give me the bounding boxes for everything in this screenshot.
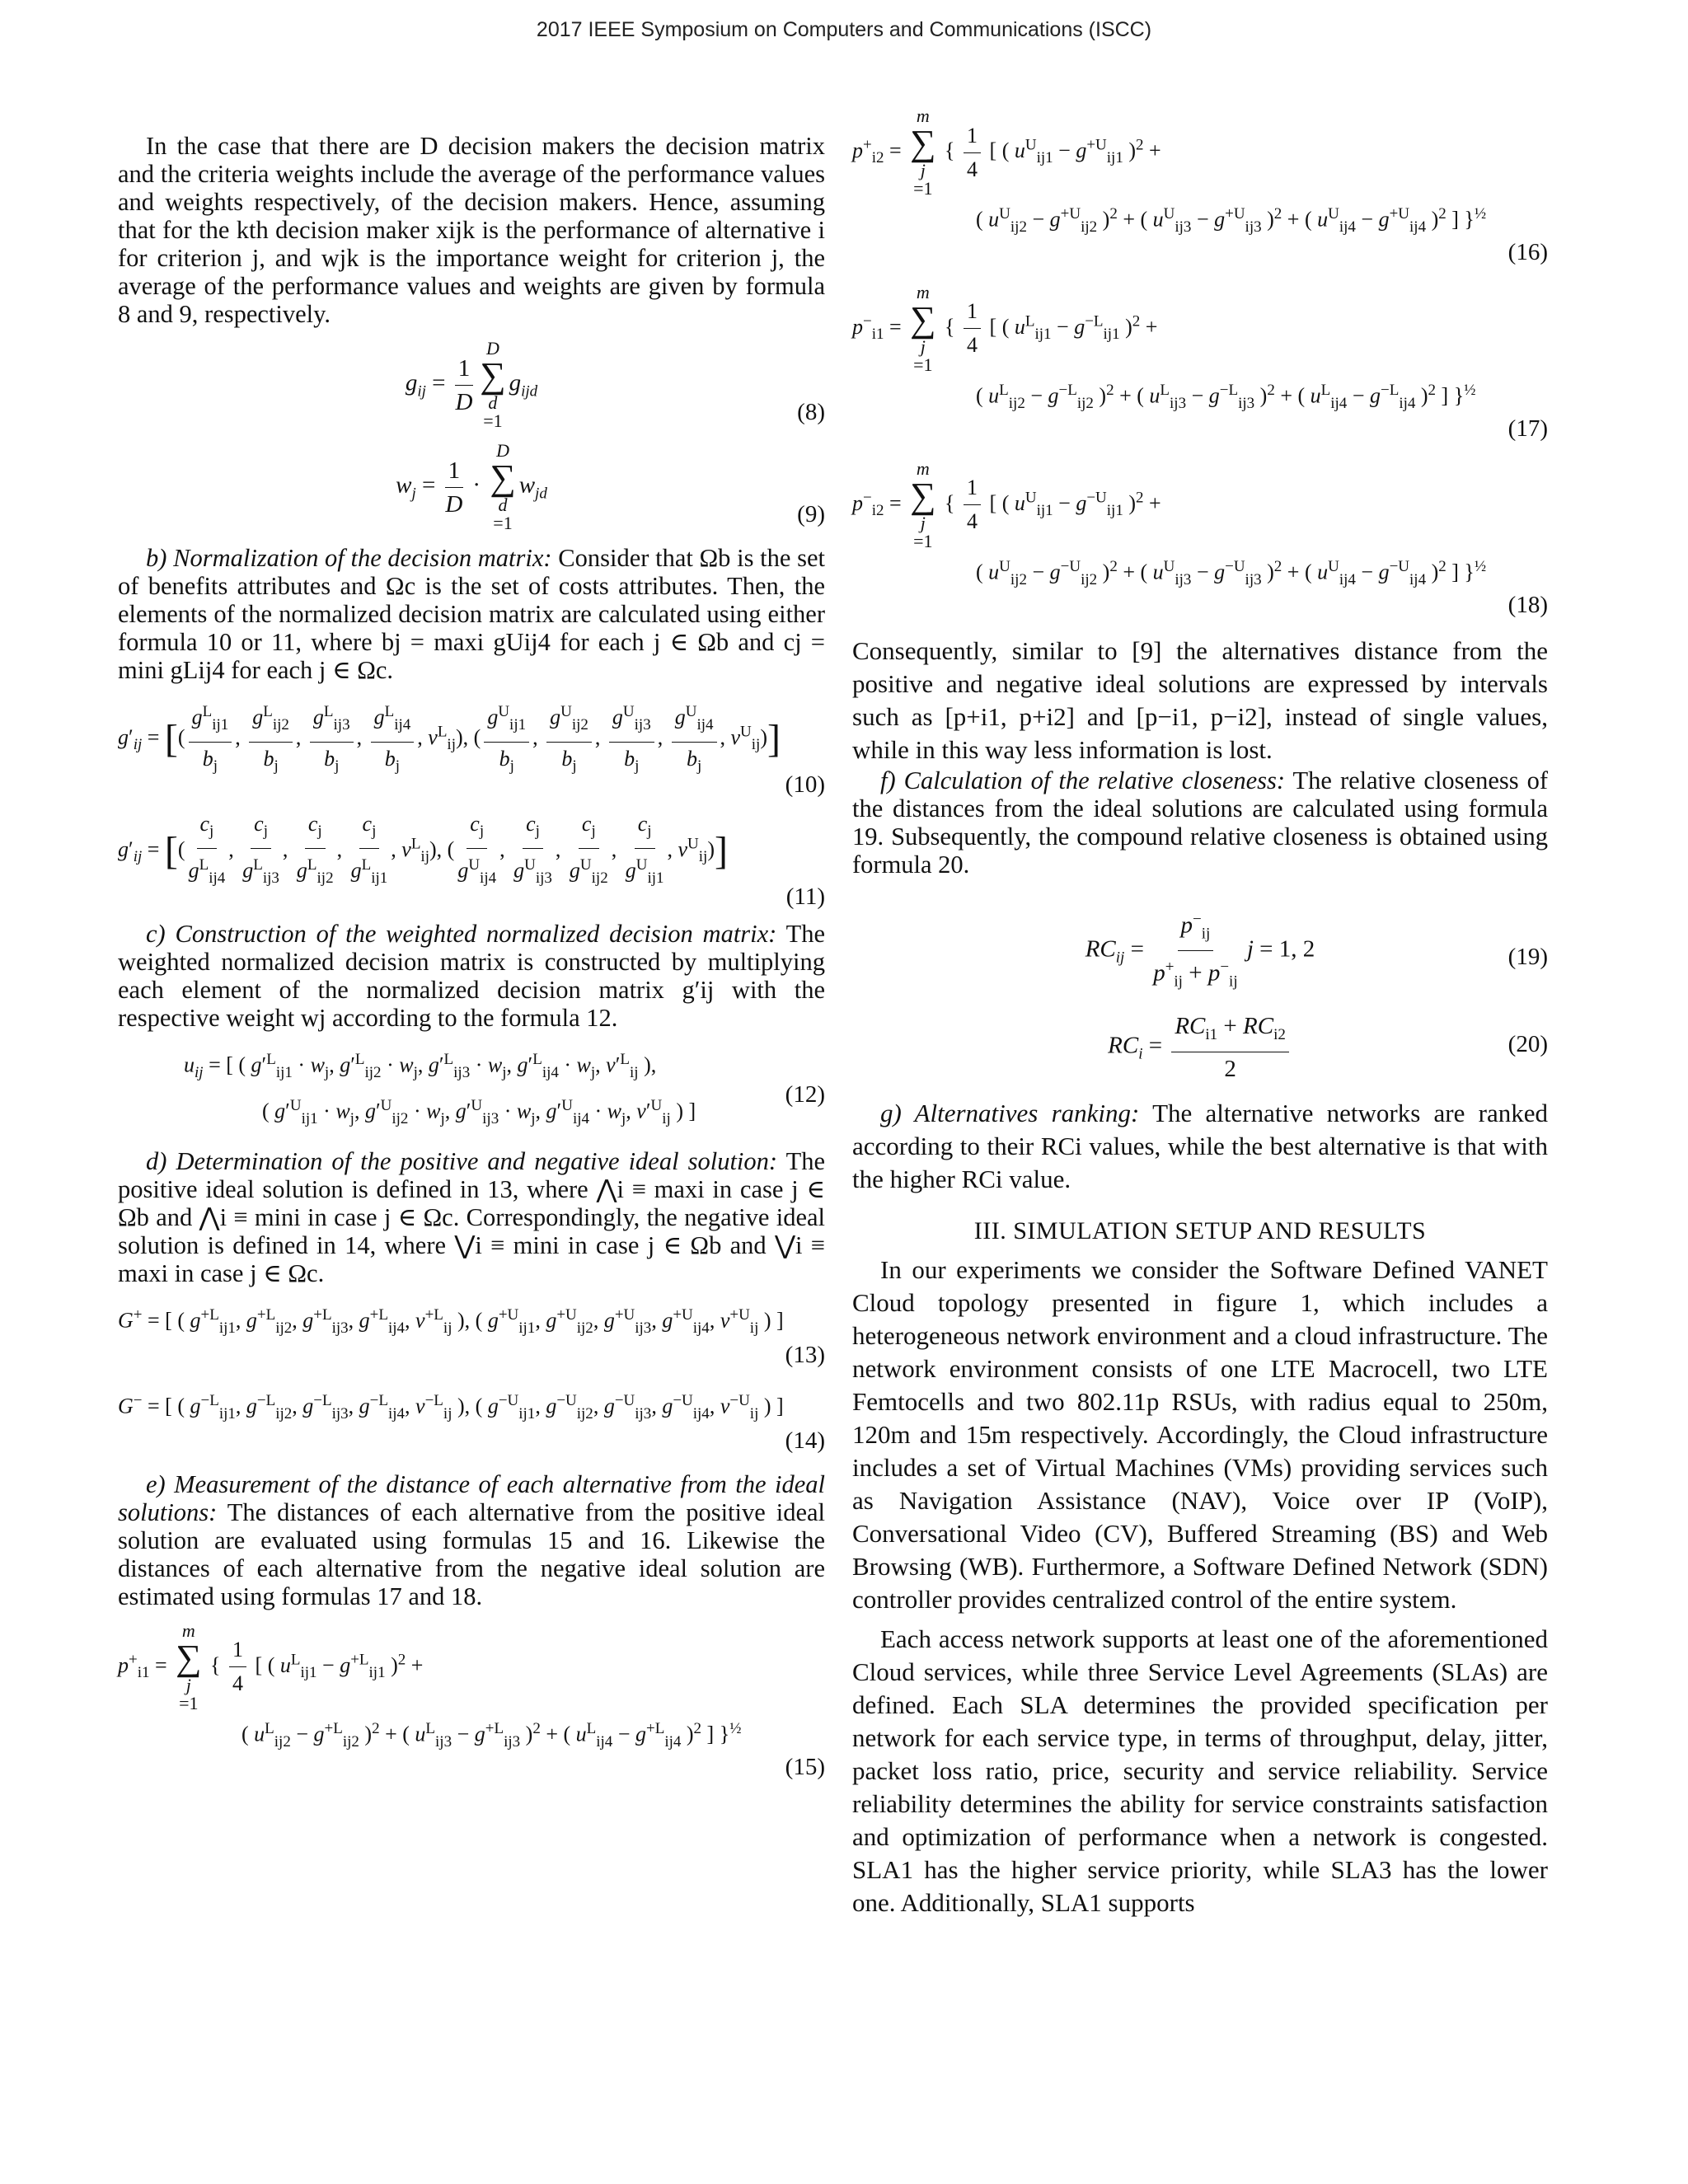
equation-8: $g_{ij}$ = $\frac{1}{D}$ D ∑ d $=1g_{ijd}$ (8) <box>405 338 825 431</box>
equation-14-number: (14) <box>785 1427 825 1454</box>
intro-paragraph: In the case that there are D decision makers the decision matrix and the criteria weights include the average of the performance values and weights respectively, of the decision makers. Hence, assuming that for the kth decision maker xijk is the performance of alternative i for criterion j, and wjk is the importance weight for criterion j, the average of the performance values and weights are given by formula 8 and 9, respectively. <box>118 132 825 328</box>
subsection-c-title: c) Construction of the weighted normalized decision matrix: <box>146 920 777 949</box>
equation-20: $RC_i$ = $\frac{RC_{i1} + RC_{i2}}{2}$ (20) <box>852 1010 1548 1085</box>
subsection-e-text: The distances of each alternative from the positive ideal solution are evaluated using formulas 15 and 16. Likewise the distances of each alternative from the negative ideal solution are estimated using formulas 17 and 18. <box>118 1497 826 1610</box>
equation-17-number: (17) <box>1507 415 1548 442</box>
left-column <box>118 132 826 1780</box>
equation-17: $p^-_{i1}$ = m ∑ j =1 { $\frac{1}{4}$ [ ( $u^L_{ij1} - g^{-L}_{ij1}$ )$^2$ + ( $u^L_{ij2} - g^{-L}_{ij2}$ )$^2$ + ( $u^L_{ij3} - g^{-L}_{ij3}$ )$^2$ + ( $u^L_{ij4} - g^{-L}_{ij4}$ )$^2$ ] }$^{\frac{1}{2}}$ (17) <box>852 284 1548 420</box>
equation-16-number: (16) <box>1507 238 1548 265</box>
equation-20-number: (20) <box>1507 1031 1548 1058</box>
subsection-d-text: The positive ideal solution is defined in 13, where ⋀i ≡ maxi in case j ∈ Ωb and ⋀i ≡ mini in case j ∈ Ωc. Correspondingly, the negative ideal solution is defined in 14, where ⋁i ≡ mini in case j ∈ Ωb and ⋁i ≡ maxi in case j ∈ Ωc. <box>118 1146 825 1287</box>
equation-19-number: (19) <box>1507 944 1548 971</box>
subsection-g-title: g) Alternatives ranking: <box>880 1099 1140 1128</box>
equation-18: $p^-_{i2}$ = m ∑ j =1 { $\frac{1}{4}$ [ ( $u^U_{ij1} - g^{-U}_{ij1}$ )$^2$ + ( $u^U_{ij2} - g^{-U}_{ij2}$ )$^2$ + ( $u^U_{ij3} - g^{-U}_{ij3}$ )$^2$ + ( $u^U_{ij4} - g^{-U}_{ij4}$ )$^2$ ] }$^{\frac{1}{2}}$ (18) <box>852 460 1548 597</box>
subsection-f-text: The relative closeness of the distances from the ideal solutions are calculated using formula 19. Subsequently, the compound relative closeness is obtained using formula 20. <box>852 766 1549 879</box>
equation-12: $u_{ij}$ = [ ( $g'^L_{ij1} \cdot w_j$, $g'^L_{ij2} \cdot w_j$, $g'^L_{ij3} \cdot w_j$, $g'^L_{ij4} \cdot w_j$, $v'^L_{ij}$ ), ( $g'^U_{ij1} \cdot w_j$, $g'^U_{ij2} \cdot w_j$, $g'^U_{ij3} \cdot w_j$, $g'^U_{ij4} \cdot w_j$, $v'^U_{ij}$ ) ] (12) <box>184 1051 825 1127</box>
subsection-d-title: d) Determination of the positive and negative ideal solution: <box>146 1146 778 1175</box>
equation-11-number: (11) <box>785 883 825 911</box>
equation-13: G+ = [ ( $g^{+L}_{ij1}$, $g^{+L}_{ij2}$, $g^{+L}_{ij3}$, $g^{+L}_{ij4}$, $v^{+L}_{ij}$ ), ( $g^{+U}_{ij1}$, $g^{+U}_{ij2}$, $g^{+U}_{ij3}$, $g^{+U}_{ij4}$, $v^{+U}_{ij}$ ) ] (13) <box>118 1299 825 1373</box>
equation-15-number: (15) <box>785 1753 825 1780</box>
equation-15: $p^+_{i1}$ = m ∑ j =1 { $\frac{1}{4}$ [ ( $u^L_{ij1} - g^{+L}_{ij1}$ )$^2$ + ( $u^L_{ij2} - g^{+L}_{ij2}$ )$^2$ + ( $u^L_{ij3} - g^{+L}_{ij3}$ )$^2$ + ( $u^L_{ij4} - g^{+L}_{ij4}$ )$^2$ ] }$^{\frac{1}{2}}$ (15) <box>118 1622 825 1759</box>
subsection-g-text: The alternative networks are ranked according to their RCi values, while the best alternative is that with the higher RCi value. <box>852 1099 1548 1194</box>
page-header: 2017 IEEE Symposium on Computers and Communications (ISCC) <box>536 18 1152 41</box>
subsection-c-text: The weighted normalized decision matrix is constructed by multiplying each element of the normalized decision matrix g′ij with the respective weight wj according to the formula 12. <box>118 920 826 1033</box>
subsection-f-title: f) Calculation of the relative closeness: <box>880 766 1286 794</box>
equation-8-number: (8) <box>797 399 825 425</box>
simulation-paragraph-2: Each access network supports at least one of the aforementioned Cloud services, while three Service Level Agreements (SLAs) are defined. Each SLA determines the provided specification per network for each service type, in terms of throughput, delay, jitter, packet loss ratio, price, security and service reliability. Service reliability determines the ability for service constraints satisfaction and optimization of performance when a network is congested. SLA1 has the higher service priority, while SLA3 has the lower one. Additionally, SLA1 supports <box>852 1624 1548 1918</box>
subsection-b-text: Consider that Ωb is the set of benefits attributes and Ωc is the set of costs attributes. Then, the elements of the normalized decision matrix are calculated using either formula 10 or 11, where bj = maxi gUij4 for each j ∈ Ωb and cj = mini gLij4 for each j ∈ Ωc. <box>118 544 826 684</box>
equation-12-number: (12) <box>785 1080 825 1108</box>
subsection-b-title: b) Normalization of the decision matrix: <box>146 544 552 572</box>
equation-10: $g'_{ij}$ = [( $\frac{g^L_{ij1}}{b_j}$ , $\frac{g^L_{ij2}}{b_j}$ , $\frac{g^L_{ij3}}{b_j}$ , $\frac{g^L_{ij4}}{b_j}$ , $v^L_{ij}$), ( $\frac{g^U_{ij1}}{b_j}$ , $\frac{g^U_{ij2}}{b_j}$ , $\frac{g^U_{ij3}}{b_j}$ , $\frac{g^U_{ij4}}{b_j}$ , $v^U_{ij}$)] (10) <box>118 696 825 783</box>
equation-19: $RC_{ij}$ = $\frac{p^-_{ij}}{p^+_{ij} + p^-_{ij}}$ j = 1, 2 (19) <box>852 903 1548 999</box>
equation-13-number: (13) <box>785 1341 825 1368</box>
equation-14: G− = [ ( $g^{-L}_{ij1}$, $g^{-L}_{ij2}$, $g^{-L}_{ij3}$, $g^{-L}_{ij4}$, $v^{-L}_{ij}$ ), ( $g^{-U}_{ij1}$, $g^{-U}_{ij2}$, $g^{-U}_{ij3}$, $g^{-U}_{ij4}$, $v^{-U}_{ij}$ ) ] (14) <box>118 1385 825 1459</box>
section-title: III. SIMULATION SETUP AND RESULTS <box>973 1217 1427 1245</box>
right-column <box>852 107 1548 1919</box>
equation-9: $w_j$ = $\frac{1}{D}$ · D ∑ d $=1w_{jd}$ (9) <box>396 440 825 533</box>
simulation-paragraph-1: In our experiments we consider the Software Defined VANET Cloud topology presented in figure 1, which includes a heterogeneous network environment and a cloud infrastructure. The network environment consists of one LTE Macrocell, two LTE Femtocells and two 802.11p RSUs, with radius equal to 250m, 120m and 15m respectively. Accordingly, the Cloud infrastructure includes a set of Virtual Machines (VMs) providing services such as Navigation Assistance (NAV), Voice over IP (VoIP), Conversational Video (CV), Buffered Streaming (BS) and Web Browsing (WB). Furthermore, a Software Defined Network (SDN) controller provides centralized control of the entire system. <box>852 1255 1548 1615</box>
equation-16: $p^+_{i2}$ = m ∑ j =1 { $\frac{1}{4}$ [ ( $u^U_{ij1} - g^{+U}_{ij1}$ )$^2$ + ( $u^U_{ij2} - g^{+U}_{ij2}$ )$^2$ + ( $u^U_{ij3} - g^{+U}_{ij3}$ )$^2$ + ( $u^U_{ij4} - g^{+U}_{ij4}$ )$^2$ ] }$^{\frac{1}{2}}$ (16) <box>852 107 1548 244</box>
equation-10-number: (10) <box>785 771 825 799</box>
equation-9-number: (9) <box>797 501 825 527</box>
equation-11: $g'_{ij}$ = [( $\frac{c_j}{g^L_{ij4}}$ , $\frac{c_j}{g^L_{ij3}}$ , $\frac{c_j}{g^L_{ij2}}$ , $\frac{c_j}{g^L_{ij1}}$ , $v^L_{ij}$), ( $\frac{c_j}{g^U_{ij4}}$ , $\frac{c_j}{g^U_{ij3}}$ , $\frac{c_j}{g^U_{ij2}}$ , $\frac{c_j}{g^U_{ij1}}$ , $v^U_{ij}$)] (11) <box>118 808 825 895</box>
subsection-e-title: e) Measurement of the distance of each alternative from the ideal solutions: <box>118 1469 825 1526</box>
after-eq18-paragraph: Consequently, similar to [9] the alternatives distance from the positive and negative ideal solutions are expressed by intervals such as [p+i1, p+i2] and [p−i1, p−i2], instead of single values, while in this way less information is lost. <box>852 635 1548 764</box>
equation-18-number: (18) <box>1507 591 1548 618</box>
